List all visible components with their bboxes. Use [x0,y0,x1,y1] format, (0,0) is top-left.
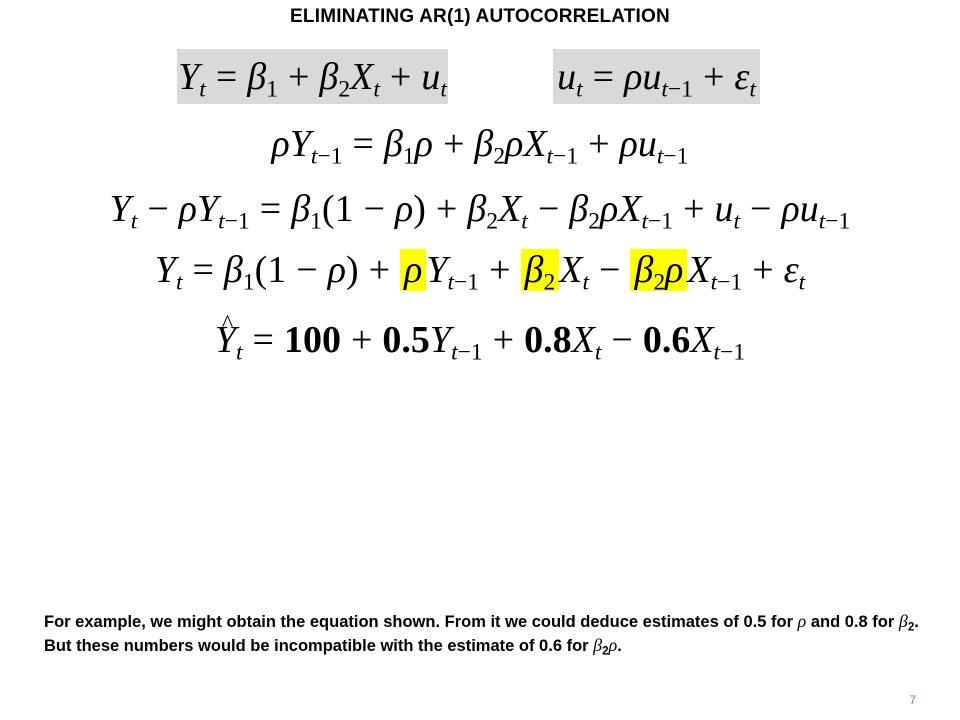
model-equation: $Y_t = \beta_1 + \beta_2X_t + u_t$ [178,55,447,103]
fitted-equation: ^ $Y_t = 100 + 0.5Y_{t-1} + 0.8X_t - 0.6X_{t-1}$ [0,314,960,366]
transformed-equation: $Y_t = \beta_1(1 - \rho) + \rho$ $Y_{t-1} + \beta_2$ $X_t - \beta_2\rho$ $X_{t-1} + \varepsilon_t$ [154,249,806,296]
caption-text: For example, we might obtain the equation shown. From it we could deduce estimates of 0.5 for ρ and 0.8 for $\beta_2$. But these numbers would be incompatible with the estimate of 0.6 for $\beta_2\rho$. [44,611,919,658]
fitted-x-lag-coefficient: 0.6 [642,319,691,361]
fitted-y-lag-coefficient: 0.5 [382,319,430,361]
fitted-x-coefficient: 0.8 [524,319,572,361]
highlight-beta2-rho: $\beta_2\rho$ [630,249,687,291]
slide-title: ELIMINATING AR(1) AUTOCORRELATION [290,6,670,27]
fitted-intercept: 100 [283,319,341,361]
page-number: 7 [909,693,916,707]
highlight-beta2: $\beta_2$ [521,249,560,291]
difference-equation: $Y_t - \rho Y_{t-1} = \beta_1(1 - \rho) + \beta_2X_t - \beta_2\rho X_{t-1} + u_t - \rho u_{t-1}$ [109,188,851,235]
highlight-rho: ρ [400,249,426,291]
ar-equation: $u_t = \rho u_{t-1} + \varepsilon_t$ [557,55,756,103]
lagged-equation: $\rho Y_{t-1} = \beta_1\rho + \beta_2\rho X_{t-1} + \rho u_{t-1}$ [271,123,689,170]
model-equation-box [177,49,448,104]
ar-equation-box [553,49,760,104]
